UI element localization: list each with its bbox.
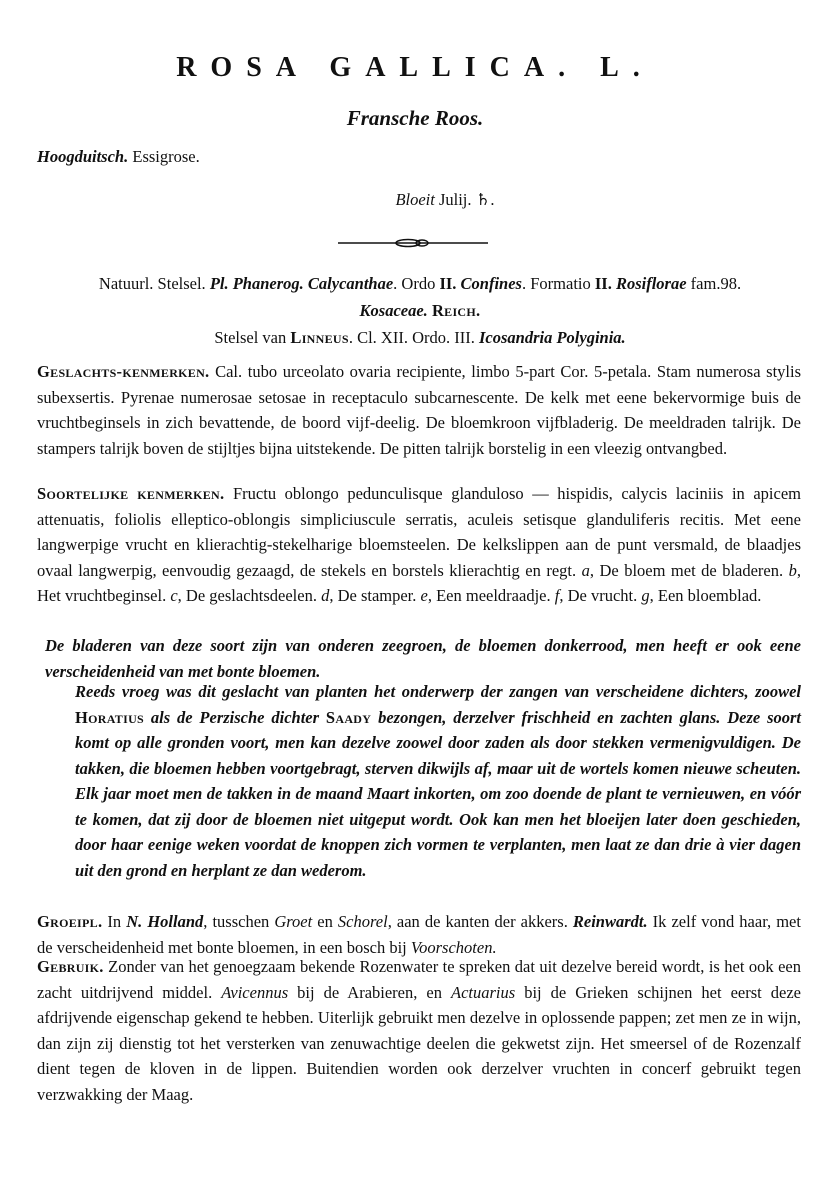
text-run: Natuurl. Stelsel. [98, 274, 210, 293]
text-run: , De geslachtsdeelen. [177, 586, 322, 605]
text-run: Groet [274, 912, 313, 931]
text-run: Horatius [75, 707, 145, 727]
ornament-divider [338, 236, 488, 250]
text-run: , De vrucht. [559, 586, 642, 605]
text-run: Reinwardt. [572, 912, 648, 931]
text-run: Icosandria Polyginia. [478, 328, 626, 347]
common-name: Fransche Roos. [346, 106, 484, 130]
text-run: , Het vruchtbeginsel. [37, 560, 801, 605]
text-run: Soortelijke kenmerken. [37, 484, 225, 503]
text-run: De bladeren van deze soort zijn van onderen zeegroen, de bloemen donkerrood, men heeft er ook eene verscheidenheid van met bonte bloemen. [45, 636, 801, 681]
text-run: II. [594, 274, 612, 293]
text-run: Rosiflorae [615, 274, 687, 293]
text-run: a [581, 560, 590, 580]
text-run: Voorschoten. [410, 937, 497, 957]
text-run: als de Perzische dichter [144, 707, 326, 727]
text-run: . Cl. XII. Ordo. III. [348, 328, 479, 347]
text-run: Schorel [337, 912, 388, 931]
text-run: Linneus [290, 328, 349, 347]
text-run: Pl. Phanerog. [209, 274, 304, 293]
text-run: g [641, 586, 650, 605]
text-run: , De bloem met de bladeren. [589, 560, 789, 580]
text-run: N. Holland [126, 912, 204, 931]
linnaeus-system-line [30, 328, 810, 348]
text-run: Saady [325, 707, 372, 727]
text-run: Kosaceae. [359, 301, 428, 320]
text-run: Reich. [431, 301, 481, 320]
text-run: Confines [460, 274, 522, 293]
text-run: , aan de kanten der akkers. [387, 912, 573, 931]
genus-characteristics-paragraph [37, 359, 801, 461]
text-run: . Formatio [521, 274, 595, 293]
text-run: Actuarius [451, 982, 516, 1002]
cultivation-paragraph [75, 679, 801, 883]
german-name: Essigrose. [132, 147, 200, 166]
text-run: Zonder van het genoegzaam bekende Rozenwater te spreken dat uit dezelve bereid wordt, is het ook een zacht uitdrijvend middel. [37, 957, 801, 1002]
text-run: bezongen, derzelver frischheid en zachten glans. Deze soort komt op alle gronden voort, men kan dezelve zoowel door zaden als door stekken vermenigvuldigen. De takken, die bloemen hebben voortgebragt, sterven dikwijls af, maar uit de wortels komen nieuwe scheuten. Elk jaar moet men de takken in de maand Maart inkorten, om zoo doende de plant te vernieuwen, en vóór te komen, dat zij door de bloemen niet uitgeput wordt. Ook kan men het bloeijen later doen geschieden, door haar eenige weken voordat de knoppen zich vormen te verplanten, men laat ze dan drie à vier dagen uit den grond en herplant ze dan wederom. [75, 707, 801, 880]
text-run: Calycanthae [307, 274, 394, 293]
text-run: f [554, 586, 560, 605]
bloom-value: Julij. ♄. [438, 190, 495, 209]
text-run: Gebruik. [37, 957, 104, 976]
bloom-line [0, 190, 830, 210]
german-label: Hoogduitsch. [37, 147, 129, 166]
text-run: Groeipl. [37, 912, 103, 931]
text-run: b [788, 560, 797, 580]
text-run: II. [439, 274, 457, 293]
page-title: ROSA GALLICA. L. [176, 52, 654, 83]
leaf-description-paragraph [45, 633, 801, 684]
text-run: . Ordo [393, 274, 440, 293]
natural-system-line [30, 274, 810, 294]
text-run: c [170, 586, 178, 605]
usage-paragraph [37, 954, 801, 1107]
text-run: Ik zelf vond haar, met de verscheidenheid met bonte bloemen, in een bosch bij [37, 912, 801, 957]
text-run: Stelsel van [214, 328, 291, 347]
family-line [30, 301, 810, 321]
text-run: , tusschen [203, 912, 275, 931]
text-run: , De stamper. [329, 586, 421, 605]
text-run: , Een meeldraadje. [427, 586, 555, 605]
text-run: Reeds vroeg was dit geslacht van planten het onderwerp der zangen van verscheidene dichters, zoowel [75, 682, 801, 701]
text-run: Avicennus [221, 982, 289, 1002]
text-run: en [312, 912, 338, 931]
bloom-label: Bloeit [395, 190, 435, 209]
text-run: bij de Arabieren, en [288, 982, 451, 1002]
text-run: Fructu oblongo pedunculisque glanduloso — hispidis, calycis laciniis in apicem attenuatis, foliolis elleptico-oblongis simpliciuscule serratis, aculeis setisque glanduliferis recitis. Met eene langwerpige vrucht en klierachtig-stekelharige bloemsteelen. De kelkslippen aan de punt versmald, de blaadjes ovaal langwerpig, eenvoudig gezaagd, de stekels en borstels klierachtig en regt. [37, 484, 801, 580]
text-run: d [321, 586, 330, 605]
text-run: In [102, 912, 127, 931]
text-run: fam.98. [686, 274, 742, 293]
text-run: Geslachts-kenmerken. [37, 362, 210, 381]
text-run: bij de Grieken schijnen het eerst deze afdrijvende eigenschap gekend te hebben. Uiterlijk gebruikt men dezelve in oplossende pappen; zet men ze in wijn, dan zijn zij dienstig tot het versterken van zenuwachtige deelen die gekwetst zijn. Het smeersel of de Rozenzalf dient tegen de kloven in de lippen. Buitendien worden ook derzelver vruchten in concerf gebruikt tegen verzwakking der Maag. [37, 982, 801, 1104]
text-run: e [420, 586, 428, 605]
species-characteristics-paragraph [37, 481, 801, 609]
habitat-paragraph [37, 909, 801, 960]
text-run: , Een bloemblad. [649, 586, 762, 605]
german-name-line [37, 147, 200, 167]
text-run: Cal. tubo urceolato ovaria recipiente, limbo 5-part Cor. 5-petala. Stam numerosa stylis subexsertis. Pyrenae numerosae setosae in receptaculo subcarnescente. De kelk met eene bekervormige buis de vruchtbeginsels in zich bevattende, de boord vijf-deelig. De bloemkroon vijfbladerig. De meeldraden talrijk. De stampers talrijk boven de stijltjes bijna uitstekende. De pitten talrijk borstelig in een vleezig ontvangbed. [37, 362, 801, 458]
